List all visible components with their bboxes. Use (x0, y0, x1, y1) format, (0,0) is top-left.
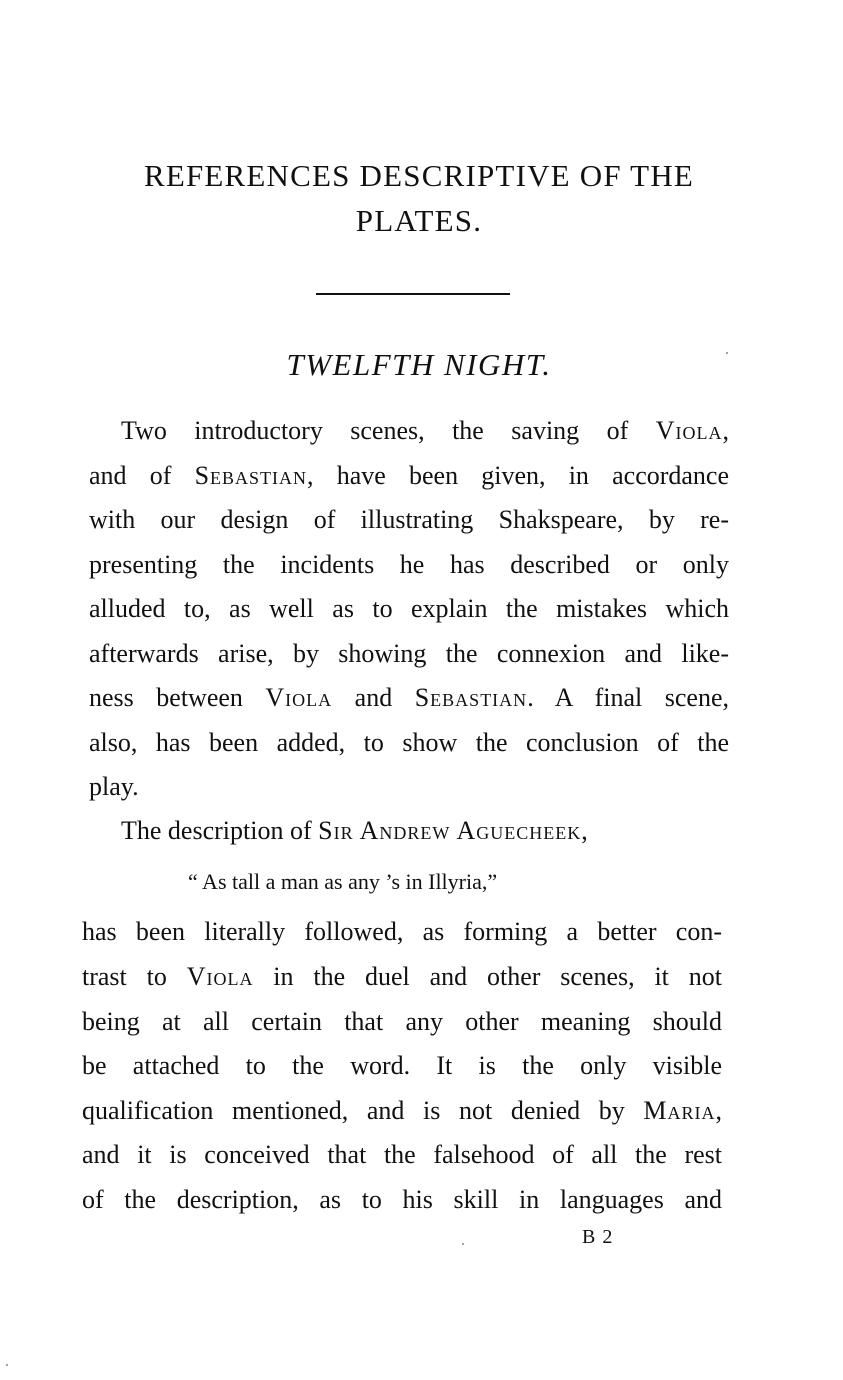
small-caps-name: Viola (186, 962, 254, 991)
small-caps-name: Maria (643, 1096, 716, 1125)
paragraph-line: has been literally followed, as forming a better con- (82, 917, 722, 946)
paragraph-line: ness between Viola and Sebastian. A final scene, (89, 683, 729, 712)
small-caps-name: Viola (265, 683, 333, 712)
paragraph-line: and of Sebastian, have been given, in accordance (89, 461, 730, 490)
paragraph-line: presenting the incidents he has described or only (89, 550, 729, 579)
small-caps-name: Viola (655, 416, 723, 445)
paragraph-line: trast to Viola in the duel and other scenes, it not (82, 962, 722, 991)
paragraph-line: of the description, as to his skill in languages and (82, 1185, 722, 1214)
paragraph-line: Two introductory scenes, the saving of Viola, (121, 416, 729, 445)
paragraph-line: alluded to, as well as to explain the mistakes which (89, 594, 729, 623)
paper-speck (6, 1364, 8, 1366)
signature-mark: B 2 (582, 1226, 614, 1248)
heading-divider (316, 293, 510, 295)
paragraph-line: be attached to the word. It is the only visible (82, 1051, 722, 1080)
page-heading-line1: REFERENCES DESCRIPTIVE OF THE (143, 158, 695, 193)
page-heading-line2: PLATES. (355, 203, 483, 238)
paragraph-line: qualification mentioned, and is not denied by Maria, (82, 1096, 722, 1125)
play-title: TWELFTH NIGHT. (286, 347, 552, 382)
paragraph-line: play. (89, 772, 139, 801)
paper-speck (726, 352, 728, 354)
small-caps-name: Sebastian (194, 461, 308, 490)
paragraph-line: also, has been added, to show the conclusion of the (89, 728, 729, 757)
paragraph-line: afterwards arise, by showing the connexion and like- (89, 639, 729, 668)
small-caps-name: Sebastian (414, 683, 528, 712)
quotation: “ As tall a man as any ’s in Illyria,” (188, 869, 498, 894)
small-caps-name: Sir Andrew Aguecheek (318, 816, 582, 845)
paragraph-line: with our design of illustrating Shakspeare, by re- (89, 505, 729, 534)
paragraph-line: The description of Sir Andrew Aguecheek, (121, 816, 588, 845)
paragraph-line: being at all certain that any other meaning should (82, 1007, 722, 1036)
paragraph-line: and it is conceived that the falsehood of all the rest (82, 1140, 722, 1169)
paper-speck (462, 1243, 464, 1245)
